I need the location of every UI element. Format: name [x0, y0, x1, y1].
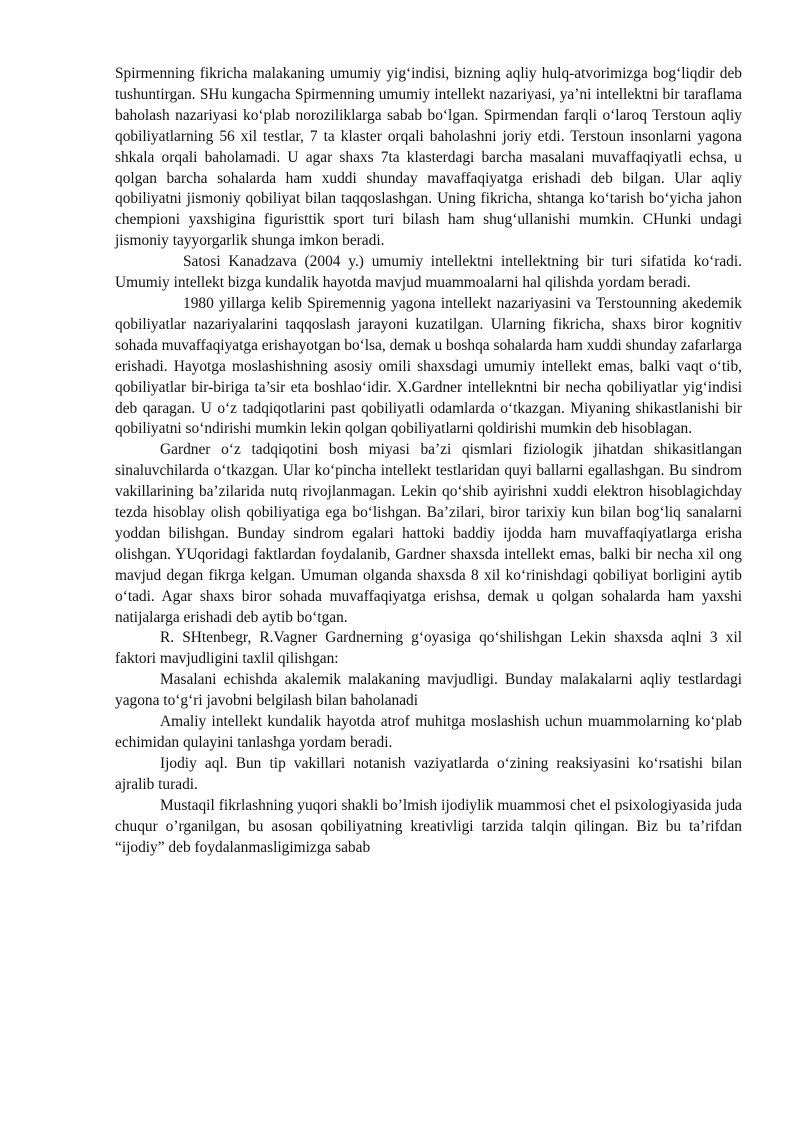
- paragraph-practical: Amaliy intellekt kundalik hayotda atrof muhitga moslashish uchun muammolarning ko‘plab echimidan qulayini tanlashga yordam beradi.: [115, 713, 742, 751]
- paragraph-independent-thinking: Mustaqil fikrlashning yuqori shakli bo’lmish ijodiylik muammosi chet el psixologiyasida juda chuqur o’rganilgan, bu asosan qobiliyatning kreativligi tarzida talqin qilingan. Biz bu ta’rifdan “ijodiy” deb foydalanmasligimizga sabab: [115, 796, 742, 856]
- paragraph-gardner: Gardner o‘z tadqiqotini bosh miyasi ba’zi qismlari fiziologik jihatdan shikasitlangan sinaluvchilarda o‘tkazgan. Ular ko‘pincha intellekt testlaridan quyi ballarni egallashgan. Bu sindrom vakillarining ba’zilarida nutq rivojlanmagan. Lekin qo‘shib ayirishni xuddi elektron hisoblagichday tezda hisoblay olish qobiliyatiga ega bo‘lishgan. Ba’zilari, biror tarixiy kun bilan bog‘liq sanalarni yoddan bilishgan. Bunday sindrom egalari hattoki baddiy ijodda ham muvaffaqiyatlarga erisha olishgan. YUqoridagi faktlardan foydalanib, Gardner shaxsda intellekt emas, balki bir necha xil ong mavjud degan fikrga kelgan. Umuman olganda shaxsda 8 xil ko‘rinishdagi qobiliyat borligini aytib o‘tadi. Agar shaxs biror sohada muvaffaqiyatga erishsa, demak u qolgan sohalarda ham yaxshi natijalarga erishadi deb aytib bo‘tgan.: [115, 441, 742, 626]
- document-page: [115, 64, 742, 858]
- paragraph-academic: Masalani echishda akalemik malakaning mavjudligi. Bunday malakalarni aqliy testlardagi yagona to‘g‘ri javobni belgilash bilan baholanadi: [115, 671, 742, 710]
- paragraph-sternberg: R. SHtenbegr, R.Vagner Gardnerning g‘oyasiga qo‘shilishgan Lekin shaxsda aqlni 3 xil faktori mavjudligini taxlil qilishgan:: [115, 629, 742, 668]
- paragraph-creative: Ijodiy aql. Bun tip vakillari notanish vaziyatlarda o‘zining reaksiyasini ko‘rsatishi bilan ajralib turadi.: [115, 754, 742, 793]
- paragraph-spearman: Spirmenning fikricha malakaning umumiy yig‘indisi, bizning aqliy hulq-atvorimizga bog‘liqdir deb tushuntirgan. SHu kungacha Spirmenning umumiy intellekt nazariyasi, ya’ni intellektni bir taraflama baholash nazariyasi ko‘plab noroziliklarga sabab bo‘lgan. Spirmendan farqli o‘laroq Terstoun aqliy qobiliyatlarning 56 xil testlar, 7 ta klaster orqali baholashni joriy etdi. Terstoun insonlarni yagona shkala orqali baholamadi. U agar shaxs 7ta klasterdagi barcha masalani muvaffaqiyatli echsa, u qolgan barcha sohalarda ham xuddi shunday mavaffaqiyatga erishadi deb bilgan. Ular aqliy qobiliyatni jismoniy qobiliyat bilan taqqoslashgan. Uning fikricha, shtanga ko‘tarish bo‘yicha jahon chempioni yaxshigina figuristtik sport turi bilash ham shug‘ullanishi mumkin. CHunki undagi jismoniy tayyorgarlik shunga imkon beradi.: [115, 65, 742, 250]
- paragraph-kanadzava: Satosi Kanadzava (2004 y.) umumiy intellektni intellektning bir turi sifatida ko‘radi. Umumiy intellekt bizga kundalik hayotda mavjud muammoalarni hal qilishda yordam beradi.: [115, 253, 742, 292]
- paragraph-1980s: 1980 yillarga kelib Spiremennig yagona intellekt nazariyasini va Terstounning akedemik qobiliyatlar nazariyalarini taqqoslash jarayoni kuzatilgan. Ularning fikricha, shaxs biror kognitiv sohada muvaffaqiyatga erishayotgan bo‘lsa, demak u boshqa sohalarda ham xuddi shunday zafarlarga erishadi. Hayotga moslashishning asosiy omili shaxsdagi umumiy intellekt emas, balki vaqt o‘tib, qobiliyatlar bir-biriga ta’sir eta boshlao‘idir. X.Gardner intellekntni bir necha qobiliyatlar yig‘indisi deb qaragan. U o‘z tadqiqotlarini past qobiliyatli odamlarda o‘tkazgan. Miyaning shikastlanishi bir qobiliyatni so‘ndirishi mumkin lekin qolgan qobiliyatlarni qoldirishi mumkin deb hisoblagan.: [115, 294, 742, 438]
